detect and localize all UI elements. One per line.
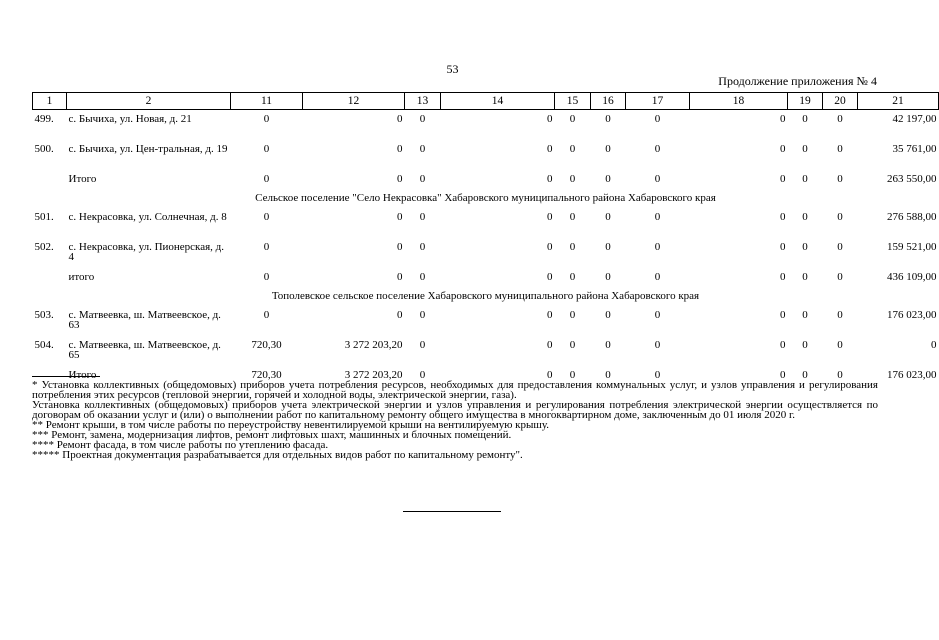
cell-c18: 0	[780, 143, 786, 155]
footnotes	[32, 376, 878, 460]
address-cell: с. Матвеевка, ш. Матвеевское, д. 63	[68, 309, 221, 331]
cell-c21: 263 550,00	[887, 173, 937, 185]
total-row	[33, 268, 939, 288]
table-row	[33, 140, 939, 170]
footnote-separator	[32, 376, 100, 377]
cell-c11: 0	[263, 211, 270, 223]
cell-c15: 0	[569, 211, 576, 223]
appendix-continuation-note: Продолжение приложения № 4	[718, 74, 877, 88]
cell-c18: 0	[780, 309, 786, 321]
cell-c15: 0	[569, 113, 576, 125]
col-header: 12	[303, 93, 405, 110]
col-header: 14	[441, 93, 555, 110]
cell-c21: 176 023,00	[887, 369, 937, 381]
cell-c16: 0	[605, 369, 611, 381]
cell-c17: 0	[654, 241, 661, 253]
cell-c12: 0	[397, 309, 403, 321]
cell-c14: 0	[547, 369, 553, 381]
cell-c21: 176 023,00	[887, 309, 937, 321]
section-title: Сельское поселение "Село Некрасовка" Хабаровского муниципального района Хабаровского края	[255, 192, 716, 204]
cell-c20: 0	[837, 211, 843, 223]
col-header: 1	[33, 93, 67, 110]
cell-c16: 0	[605, 309, 611, 321]
cell-c19: 0	[802, 143, 808, 155]
cell-c13: 0	[419, 241, 426, 253]
cell-c17: 0	[654, 113, 661, 125]
cell-c19: 0	[802, 369, 808, 381]
col-header: 13	[405, 93, 441, 110]
cell-c21: 0	[931, 339, 937, 351]
footnote: * Установка коллективных (общедомовых) приборов учета потребления ресурсов, необходимых для предоставления коммунальных услуг, и узлов управления и регулирования потребления этих ресурсов (тепловой энергии, горячей и холодной воды, электрической энергии, газа).	[32, 379, 878, 401]
col-header: 19	[788, 93, 823, 110]
col-header: 17	[626, 93, 690, 110]
cell-c21: 436 109,00	[887, 271, 937, 283]
cell-c12: 0	[397, 143, 403, 155]
column-number-header	[33, 93, 939, 110]
cell-c13: 0	[419, 309, 426, 321]
row-index: 504.	[34, 339, 54, 351]
cell-c18: 0	[780, 173, 786, 185]
cell-c16: 0	[605, 113, 611, 125]
address-cell: с. Бычиха, ул. Цен-тральная, д. 19	[68, 143, 228, 155]
cell-c13: 0	[419, 143, 426, 155]
address-cell: с. Матвеевка, ш. Матвеевское, д. 65	[68, 339, 221, 361]
cell-c16: 0	[605, 143, 611, 155]
cell-c12: 0	[397, 271, 403, 283]
cell-c18: 0	[780, 241, 786, 253]
cell-c19: 0	[802, 339, 808, 351]
cell-c15: 0	[569, 339, 576, 351]
cell-c17: 0	[654, 339, 661, 351]
row-index: 503.	[34, 309, 54, 321]
cell-c11: 0	[263, 309, 270, 321]
cell-c14: 0	[547, 271, 553, 283]
total-label: Итого	[68, 369, 97, 381]
cell-c16: 0	[605, 241, 611, 253]
cell-c18: 0	[780, 113, 786, 125]
cell-c19: 0	[802, 173, 808, 185]
cell-c20: 0	[837, 309, 843, 321]
cell-c21: 276 588,00	[887, 211, 937, 223]
col-header: 15	[555, 93, 591, 110]
cell-c17: 0	[654, 369, 661, 381]
row-index: 500.	[34, 143, 54, 155]
cell-c11: 0	[263, 173, 270, 185]
row-index: 499.	[34, 113, 54, 125]
cell-c13: 0	[419, 271, 426, 283]
table-row	[33, 110, 939, 141]
row-index	[33, 268, 67, 288]
footnote: ** Ремонт крыши, в том числе работы по переустройству невентилируемой крыши на вентилируемую крышу.	[32, 419, 550, 431]
cell-c20: 0	[837, 369, 843, 381]
cell-c16: 0	[605, 271, 611, 283]
cell-c13: 0	[419, 339, 426, 351]
cell-c12: 0	[397, 241, 403, 253]
cell-c14: 0	[547, 339, 553, 351]
cell-c19: 0	[802, 113, 808, 125]
cell-c14: 0	[547, 173, 553, 185]
cell-c16: 0	[605, 211, 611, 223]
cell-c11: 0	[263, 241, 270, 253]
cell-c13: 0	[419, 369, 426, 381]
total-label: Итого	[68, 173, 97, 185]
cell-c21: 35 761,00	[892, 143, 937, 155]
total-row	[33, 170, 939, 190]
cell-c21: 42 197,00	[892, 113, 937, 125]
col-header: 2	[67, 93, 231, 110]
table-row	[33, 238, 939, 268]
col-header: 20	[823, 93, 858, 110]
section-title: Тополевское сельское поселение Хабаровского муниципального района Хабаровского края	[271, 290, 700, 302]
cell-c11: 0	[263, 113, 270, 125]
address-cell: с. Некрасовка, ул. Солнечная, д. 8	[68, 211, 227, 223]
cell-c19: 0	[802, 211, 808, 223]
row-index: 502.	[34, 241, 54, 253]
cell-c19: 0	[802, 309, 808, 321]
cell-c14: 0	[547, 241, 553, 253]
cell-c20: 0	[837, 113, 843, 125]
col-header: 11	[231, 93, 303, 110]
cell-c14: 0	[547, 211, 553, 223]
row-index: 501.	[34, 211, 54, 223]
cell-c20: 0	[837, 173, 843, 185]
cell-c14: 0	[547, 143, 553, 155]
row-index	[33, 170, 67, 190]
cell-c12: 0	[397, 173, 403, 185]
cell-c20: 0	[837, 339, 843, 351]
address-cell: с. Некрасовка, ул. Пионерская, д. 4	[68, 241, 225, 263]
table-row	[33, 336, 939, 366]
section-header-row	[33, 288, 939, 306]
cell-c17: 0	[654, 173, 661, 185]
cell-c11: 0	[263, 271, 270, 283]
cell-c11: 720,30	[251, 339, 282, 351]
page-number: 53	[446, 62, 459, 76]
footnote: **** Ремонт фасада, в том числе работы по утеплению фасада.	[32, 439, 329, 451]
cell-c17: 0	[654, 211, 661, 223]
cell-c15: 0	[569, 143, 576, 155]
address-cell: с. Бычиха, ул. Новая, д. 21	[68, 113, 192, 125]
cell-c16: 0	[605, 173, 611, 185]
cell-c12: 0	[397, 113, 403, 125]
cell-c18: 0	[780, 271, 786, 283]
cell-c18: 0	[780, 339, 786, 351]
cell-c17: 0	[654, 143, 661, 155]
cell-c12: 0	[397, 211, 403, 223]
table-row	[33, 208, 939, 238]
cell-c17: 0	[654, 309, 661, 321]
total-label: итого	[68, 271, 95, 283]
footnote: *** Ремонт, замена, модернизация лифтов, ремонт лифтовых шахт, машинных и блочных помещений.	[32, 429, 512, 441]
cell-c15: 0	[569, 369, 576, 381]
section-header-row	[33, 190, 939, 208]
cell-c17: 0	[654, 271, 661, 283]
cell-c12: 3 272 203,20	[344, 339, 403, 351]
cell-c15: 0	[569, 173, 576, 185]
cell-c19: 0	[802, 241, 808, 253]
cell-c11: 0	[263, 143, 270, 155]
cell-c13: 0	[419, 211, 426, 223]
table-row	[33, 306, 939, 336]
cell-c15: 0	[569, 271, 576, 283]
col-header: 18	[690, 93, 788, 110]
cell-c12: 3 272 203,20	[344, 369, 403, 381]
repair-program-table	[32, 92, 939, 386]
cell-c14: 0	[547, 309, 553, 321]
cell-c20: 0	[837, 241, 843, 253]
cell-c20: 0	[837, 143, 843, 155]
cell-c13: 0	[419, 173, 426, 185]
col-header: 21	[858, 93, 939, 110]
end-separator-line	[403, 511, 501, 512]
cell-c14: 0	[547, 113, 553, 125]
cell-c15: 0	[569, 309, 576, 321]
cell-c16: 0	[605, 339, 611, 351]
col-header: 16	[591, 93, 626, 110]
cell-c18: 0	[780, 369, 786, 381]
cell-c20: 0	[837, 271, 843, 283]
cell-c15: 0	[569, 241, 576, 253]
cell-c19: 0	[802, 271, 808, 283]
footnote: Установка коллективных (общедомовых) приборов учета электрической энергии и узлов управления и регулирования потребления электрической энергии осуществляется по договорам об оказании услуг и (или) о выполнении работ по капитальному ремонту общего имущества в многоквартирном доме, заключенным до 01 июля 2020 г.	[32, 399, 878, 421]
footnote: ***** Проектная документация разрабатывается для отдельных видов работ по капитальному ремонту".	[32, 449, 523, 461]
cell-c21: 159 521,00	[887, 241, 937, 253]
cell-c18: 0	[780, 211, 786, 223]
cell-c13: 0	[419, 113, 426, 125]
cell-c11: 720,30	[251, 369, 282, 381]
